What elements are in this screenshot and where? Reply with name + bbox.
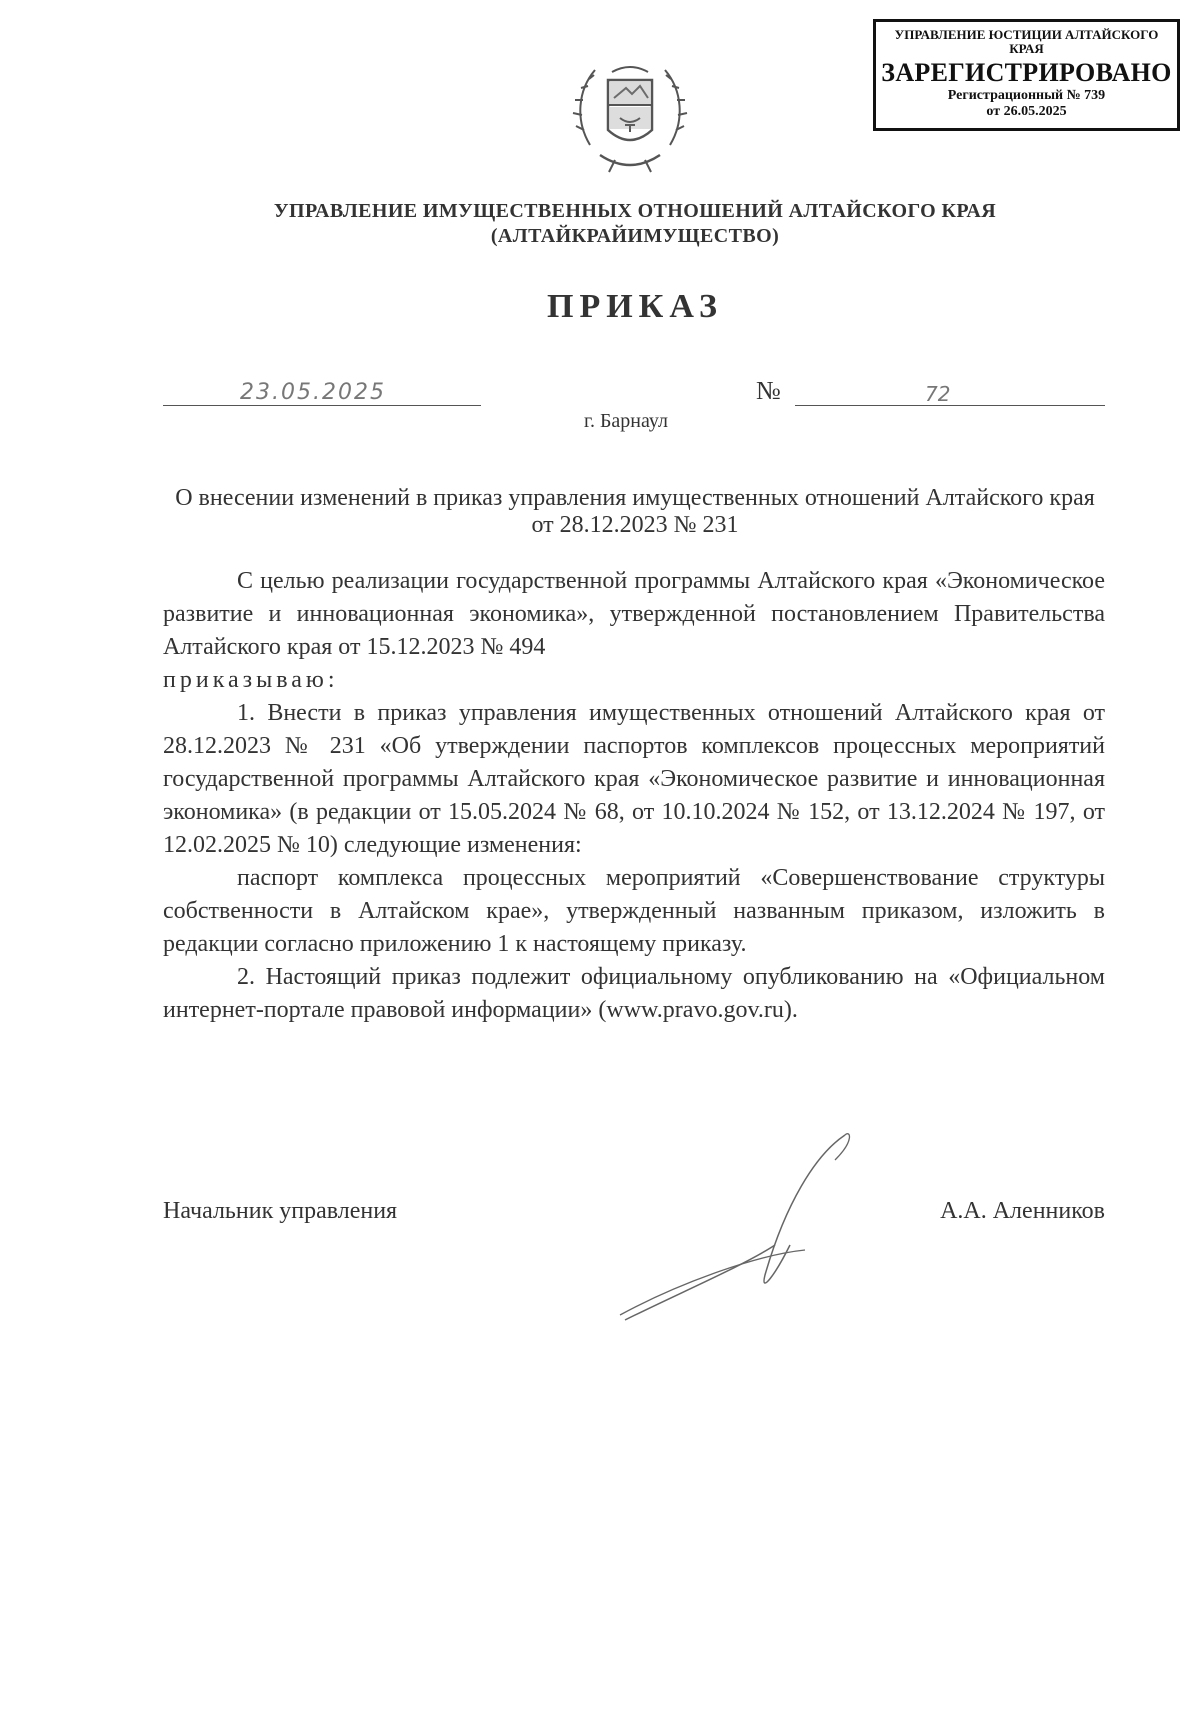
document-subject: О внесении изменений в приказ управления имущественных отношений Алтайского края от 28.12.2023 № 231: [175, 485, 1095, 538]
stamp-authority: УПРАВЛЕНИЕ ЮСТИЦИИ АЛТАЙСКОГО КРАЯ: [894, 27, 1159, 56]
date-underline: [163, 405, 481, 406]
item-1-paragraph: 1. Внести в приказ управления имущественных отношений Алтайского края от 28.12.2023 № 231 «Об утверждении паспортов комплексов процессных мероприятий государственной программы Алтайского края «Экономическое развитие и инновационная экономика» (в редакции от 15.05.2024 № 68, от 10.10.2024 № 152, от 13.12.2024 № 197, от 12.02.2025 № 10) следующие изменения:: [163, 700, 1105, 858]
handwritten-date: 23.05.2025: [240, 380, 386, 405]
signer-position: Начальник управления: [163, 1198, 398, 1224]
city: г. Барнаул: [584, 410, 668, 432]
item-1-change-paragraph: паспорт комплекса процессных мероприятий «Совершенствование структуры собственности в Алтайском крае», утвержденный названным приказом, изложить в редакции согласно приложению 1 к настоящему приказу.: [163, 865, 1105, 957]
coat-of-arms-icon: [570, 50, 690, 180]
preamble-paragraph: С целью реализации государственной программы Алтайского края «Экономическое развитие и инновационная экономика», утвержденной постановлением Правительства Алтайского края от 15.12.2023 № 494: [163, 568, 1105, 660]
stamp-reg-number: Регистрационный № 739: [947, 88, 1106, 103]
organization-name: УПРАВЛЕНИЕ ИМУЩЕСТВЕННЫХ ОТНОШЕНИЙ АЛТАЙСКОГО КРАЯ: [273, 200, 997, 222]
handwritten-number: 72: [925, 382, 951, 406]
organization-short-name: (АЛТАЙКРАЙИМУЩЕСТВО): [490, 225, 780, 247]
stamp-reg-date: от 26.05.2025: [986, 104, 1067, 119]
document-body: [163, 565, 1105, 1027]
order-word: приказываю:: [163, 667, 339, 693]
registration-stamp: [873, 19, 1180, 131]
document-title: ПРИКАЗ: [547, 288, 723, 325]
handwritten-signature: [615, 1125, 865, 1325]
stamp-status: ЗАРЕГИСТРИРОВАНО: [881, 58, 1172, 87]
item-2-paragraph: 2. Настоящий приказ подлежит официальному опубликованию на «Официальном интернет-портале правовой информации» (www.pravo.gov.ru).: [163, 964, 1105, 1023]
number-sign: №: [756, 376, 781, 405]
signer-name: А.А. Аленников: [940, 1198, 1105, 1224]
